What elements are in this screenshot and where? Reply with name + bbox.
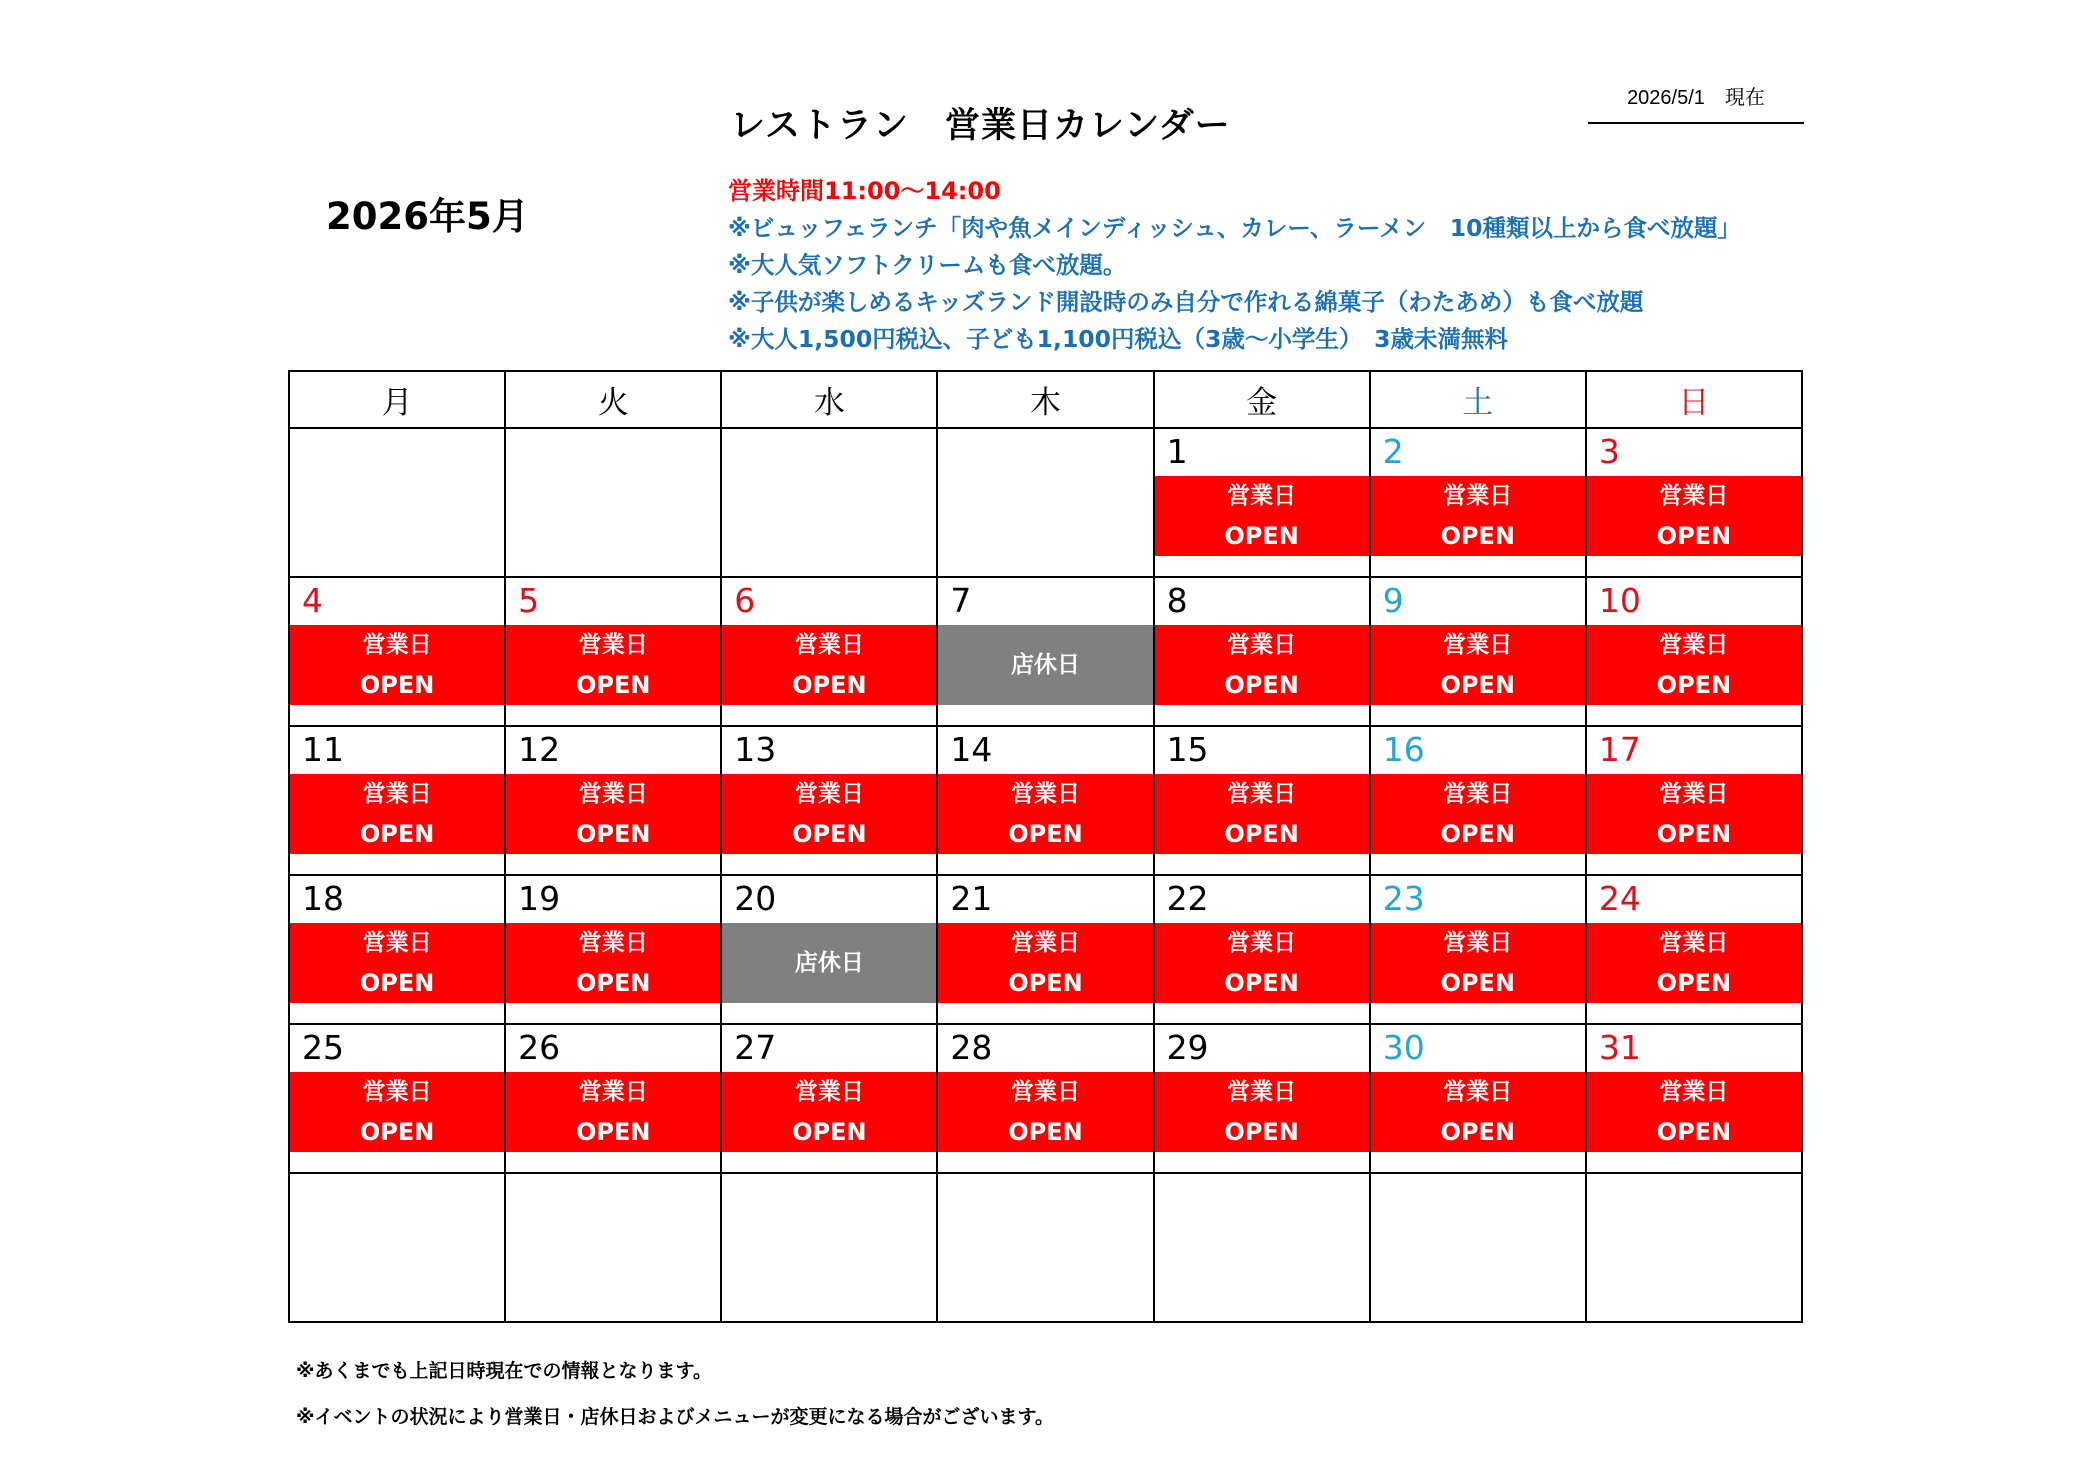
calendar-empty-cell <box>1586 1173 1802 1322</box>
open-badge-english: OPEN <box>359 820 435 848</box>
open-badge <box>1155 476 1369 556</box>
weekday-wed: 水 <box>721 371 937 428</box>
calendar-empty-cell <box>721 1173 937 1322</box>
calendar-day-cell <box>1370 875 1586 1024</box>
day-number: 3 <box>1598 432 1620 471</box>
day-cell-content <box>506 1174 720 1321</box>
day-cell-content <box>1371 578 1585 725</box>
day-cell-content <box>1155 429 1369 576</box>
day-number: 2 <box>1382 432 1404 471</box>
day-cell-content <box>290 578 504 725</box>
day-cell-content <box>1371 1025 1585 1172</box>
day-cell-content <box>722 429 936 576</box>
day-cell-content <box>290 727 504 874</box>
day-number: 21 <box>950 879 993 918</box>
day-number: 25 <box>302 1028 344 1067</box>
open-badge-english: OPEN <box>359 969 435 997</box>
open-badge-label: 営業日 <box>362 781 432 807</box>
day-cell-content <box>722 1174 936 1321</box>
open-badge-english: OPEN <box>359 1118 435 1146</box>
day-cell-content <box>1587 1174 1801 1321</box>
open-badge <box>506 1072 720 1152</box>
day-cell-content <box>506 876 720 1023</box>
calendar-day-cell <box>505 875 721 1024</box>
day-cell-content <box>1587 876 1801 1023</box>
month-label: 2026年5月 <box>326 195 529 238</box>
footer-note-1: ※あくまでも上記日時現在での情報となります。 <box>296 1360 712 1382</box>
open-badge-label: 営業日 <box>1443 483 1513 509</box>
open-badge-label: 営業日 <box>1443 781 1513 807</box>
weekday-tue: 火 <box>505 371 721 428</box>
open-badge <box>938 1072 1152 1152</box>
open-badge-english: OPEN <box>792 1118 867 1146</box>
note-cotton-candy: ※子供が楽しめるキッズランド開設時のみ自分で作れる綿菓子（わたあめ）も食べ放題 <box>728 288 1644 316</box>
calendar-week-row <box>289 428 1802 577</box>
day-cell-content <box>506 1025 720 1172</box>
calendar-day-cell <box>721 726 937 875</box>
open-badge <box>1587 923 1801 1003</box>
calendar-empty-cell <box>289 428 505 577</box>
calendar-day-cell <box>1586 875 1802 1024</box>
calendar-day-cell <box>1154 1024 1370 1173</box>
day-cell-content <box>938 1025 1152 1172</box>
calendar-empty-cell <box>1370 1173 1586 1322</box>
weekday-sun: 日 <box>1586 371 1802 428</box>
open-badge-english: OPEN <box>575 1118 651 1146</box>
open-badge <box>290 625 504 705</box>
day-cell-content <box>290 876 504 1023</box>
day-number: 31 <box>1598 1028 1641 1067</box>
day-cell-content <box>1371 429 1585 576</box>
open-badge <box>1587 476 1801 556</box>
open-badge-label: 営業日 <box>362 1079 432 1105</box>
open-badge <box>1371 625 1585 705</box>
open-badge-english: OPEN <box>1656 820 1732 848</box>
closed-badge: 店休日 <box>722 923 936 1003</box>
open-badge-english: OPEN <box>575 671 651 699</box>
open-badge-label: 営業日 <box>794 632 864 658</box>
open-badge-english: OPEN <box>575 969 651 997</box>
calendar-day-cell <box>721 875 937 1024</box>
open-badge-label: 営業日 <box>794 1079 864 1105</box>
day-cell-content <box>722 727 936 874</box>
day-cell-content <box>1371 876 1585 1023</box>
open-badge-english: OPEN <box>1440 671 1516 699</box>
open-badge <box>1371 923 1585 1003</box>
calendar-day-cell <box>1586 726 1802 875</box>
weekday-sat: 土 <box>1370 371 1586 428</box>
open-badge <box>722 1072 936 1152</box>
day-number: 8 <box>1166 581 1188 620</box>
day-number: 17 <box>1598 730 1641 769</box>
calendar-day-cell <box>1154 428 1370 577</box>
open-badge-label: 営業日 <box>1227 632 1297 658</box>
day-number: 1 <box>1166 432 1188 471</box>
calendar-week-row <box>289 875 1802 1024</box>
day-number: 28 <box>950 1028 993 1067</box>
day-number: 29 <box>1166 1028 1209 1067</box>
day-number: 9 <box>1382 581 1404 620</box>
open-badge <box>938 923 1152 1003</box>
open-badge-label: 営業日 <box>1443 930 1513 956</box>
open-badge-english: OPEN <box>1656 1118 1732 1146</box>
open-badge-english: OPEN <box>792 820 867 848</box>
day-cell-content <box>506 727 720 874</box>
open-badge <box>722 625 936 705</box>
open-badge-label: 営業日 <box>1659 781 1729 807</box>
day-cell-content <box>1371 1174 1585 1321</box>
calendar-week-row <box>289 726 1802 875</box>
day-number: 26 <box>518 1028 561 1067</box>
day-cell-content <box>1587 578 1801 725</box>
open-badge-english: OPEN <box>1224 522 1299 550</box>
open-badge <box>506 625 720 705</box>
weekday-fri: 金 <box>1154 371 1370 428</box>
day-cell-content <box>722 578 936 725</box>
info-block <box>728 174 1828 358</box>
calendar-day-cell <box>1154 726 1370 875</box>
day-cell-content <box>1587 429 1801 576</box>
open-badge-english: OPEN <box>1008 1118 1083 1146</box>
calendar-day-cell <box>721 1024 937 1173</box>
open-badge-label: 営業日 <box>578 930 648 956</box>
open-badge-label: 営業日 <box>1227 930 1297 956</box>
calendar-day-cell <box>505 1024 721 1173</box>
open-badge <box>722 774 936 854</box>
calendar-day-cell <box>1154 875 1370 1024</box>
calendar-day-cell <box>1154 577 1370 726</box>
calendar-day-cell <box>721 577 937 726</box>
open-badge-label: 営業日 <box>1010 1079 1080 1105</box>
day-cell-content <box>938 876 1152 1023</box>
open-badge <box>506 923 720 1003</box>
day-number: 6 <box>734 581 756 620</box>
open-badge <box>1587 1072 1801 1152</box>
open-badge-english: OPEN <box>792 671 867 699</box>
day-cell-content <box>290 1025 504 1172</box>
day-number: 27 <box>734 1028 777 1067</box>
open-badge-label: 営業日 <box>794 781 864 807</box>
calendar-empty-cell <box>505 1173 721 1322</box>
calendar-week-row <box>289 577 1802 726</box>
open-badge-label: 営業日 <box>578 781 648 807</box>
day-cell-content <box>1155 876 1369 1023</box>
day-number: 7 <box>950 581 972 620</box>
day-cell-content <box>1587 1025 1801 1172</box>
open-badge-english: OPEN <box>1224 671 1299 699</box>
calendar-empty-cell <box>505 428 721 577</box>
day-number: 11 <box>302 730 344 769</box>
open-badge-label: 営業日 <box>1443 1079 1513 1105</box>
calendar-empty-cell <box>721 428 937 577</box>
as-of-date: 2026/5/1 現在 <box>1588 84 1804 124</box>
day-cell-content <box>1155 578 1369 725</box>
open-badge-english: OPEN <box>1440 1118 1516 1146</box>
open-badge <box>1587 625 1801 705</box>
open-badge-english: OPEN <box>1224 820 1299 848</box>
calendar-day-cell <box>1370 428 1586 577</box>
open-badge-label: 営業日 <box>1227 483 1297 509</box>
calendar-day-cell <box>289 875 505 1024</box>
footer-note-2: ※イベントの状況により営業日・店休日およびメニューが変更になる場合がございます。 <box>296 1406 1054 1428</box>
calendar-day-cell <box>937 875 1153 1024</box>
open-badge-label: 営業日 <box>1227 781 1297 807</box>
open-badge <box>290 923 504 1003</box>
closed-badge: 店休日 <box>938 625 1152 705</box>
weekday-header-row <box>289 371 1802 428</box>
day-number: 14 <box>950 730 993 769</box>
open-badge-label: 営業日 <box>578 632 648 658</box>
calendar-empty-cell <box>289 1173 505 1322</box>
day-cell-content <box>938 1174 1152 1321</box>
open-badge-label: 営業日 <box>1659 483 1729 509</box>
open-badge <box>938 774 1152 854</box>
business-hours: 営業時間11:00～14:00 <box>728 177 1001 205</box>
open-badge-english: OPEN <box>1008 969 1083 997</box>
open-badge <box>1587 774 1801 854</box>
day-cell-content <box>290 1174 504 1321</box>
open-badge-english: OPEN <box>1440 969 1516 997</box>
day-cell-content <box>938 727 1152 874</box>
calendar-day-cell <box>289 1024 505 1173</box>
note-buffet: ※ビュッフェランチ「肉や魚メインディッシュ、カレー、ラーメン 10種類以上から食べ放題」 <box>728 214 1741 242</box>
calendar-day-cell <box>1586 1024 1802 1173</box>
day-cell-content <box>722 876 936 1023</box>
open-badge-english: OPEN <box>1656 522 1732 550</box>
day-number: 15 <box>1166 730 1209 769</box>
calendar-week-row <box>289 1173 1802 1322</box>
day-number: 22 <box>1166 879 1209 918</box>
open-badge <box>1155 774 1369 854</box>
open-badge <box>1371 774 1585 854</box>
open-badge <box>1155 1072 1369 1152</box>
day-cell-content <box>938 578 1152 725</box>
day-cell-content <box>506 578 720 725</box>
weekday-thu: 木 <box>937 371 1153 428</box>
open-badge-english: OPEN <box>1440 522 1516 550</box>
open-badge-english: OPEN <box>1224 969 1299 997</box>
day-number: 4 <box>302 581 323 620</box>
open-badge-english: OPEN <box>1008 820 1083 848</box>
day-cell-content <box>722 1025 936 1172</box>
open-badge-label: 営業日 <box>1659 1079 1729 1105</box>
day-cell-content <box>1587 727 1801 874</box>
calendar-day-cell <box>937 577 1153 726</box>
day-cell-content <box>938 429 1152 576</box>
day-number: 12 <box>518 730 561 769</box>
weekday-mon: 月 <box>289 371 505 428</box>
calendar-empty-cell <box>937 428 1153 577</box>
open-badge-label: 営業日 <box>1659 632 1729 658</box>
open-badge-label: 営業日 <box>362 632 432 658</box>
day-number: 5 <box>518 581 540 620</box>
calendar-day-cell <box>1370 726 1586 875</box>
open-badge <box>1371 1072 1585 1152</box>
day-number: 10 <box>1598 581 1641 620</box>
calendar-day-cell <box>1370 577 1586 726</box>
note-price: ※大人1,500円税込、子ども1,100円税込（3歳～小学生） 3歳未満無料 <box>728 325 1508 353</box>
day-number: 19 <box>518 879 561 918</box>
open-badge-label: 営業日 <box>1227 1079 1297 1105</box>
day-number: 18 <box>302 879 344 918</box>
open-badge-english: OPEN <box>359 671 435 699</box>
calendar-empty-cell <box>1154 1173 1370 1322</box>
open-badge <box>290 774 504 854</box>
open-badge <box>506 774 720 854</box>
open-badge-label: 営業日 <box>1659 930 1729 956</box>
day-cell-content <box>290 429 504 576</box>
calendar-day-cell <box>1586 577 1802 726</box>
calendar-day-cell <box>505 726 721 875</box>
open-badge-english: OPEN <box>575 820 651 848</box>
calendar-week-row <box>289 1024 1802 1173</box>
open-badge-english: OPEN <box>1224 1118 1299 1146</box>
open-badge-label: 営業日 <box>1010 930 1080 956</box>
open-badge <box>1155 923 1369 1003</box>
day-cell-content <box>1155 1025 1369 1172</box>
open-badge-english: OPEN <box>1440 820 1516 848</box>
day-cell-content <box>1155 1174 1369 1321</box>
day-number: 30 <box>1382 1028 1425 1067</box>
open-badge <box>1155 625 1369 705</box>
calendar-day-cell <box>289 726 505 875</box>
day-number: 16 <box>1382 730 1425 769</box>
open-badge <box>290 1072 504 1152</box>
open-badge-label: 営業日 <box>578 1079 648 1105</box>
day-cell-content <box>1371 727 1585 874</box>
open-badge <box>1371 476 1585 556</box>
open-badge-label: 営業日 <box>1010 781 1080 807</box>
open-badge-label: 営業日 <box>362 930 432 956</box>
open-badge-label: 営業日 <box>1443 632 1513 658</box>
page-title: レストラン 営業日カレンダー <box>730 106 1231 146</box>
calendar-day-cell <box>937 1024 1153 1173</box>
open-badge-english: OPEN <box>1656 671 1732 699</box>
calendar-day-cell <box>289 577 505 726</box>
calendar-day-cell <box>937 726 1153 875</box>
calendar-day-cell <box>1586 428 1802 577</box>
day-number: 23 <box>1382 879 1425 918</box>
day-number: 20 <box>734 879 777 918</box>
open-badge-english: OPEN <box>1656 969 1732 997</box>
note-softcream: ※大人気ソフトクリームも食べ放題。 <box>728 251 1127 279</box>
calendar-grid <box>288 370 1803 1323</box>
calendar-day-cell <box>1370 1024 1586 1173</box>
day-number: 24 <box>1598 879 1641 918</box>
calendar-body <box>289 428 1802 1322</box>
calendar-empty-cell <box>937 1173 1153 1322</box>
day-cell-content <box>506 429 720 576</box>
calendar-day-cell <box>505 577 721 726</box>
day-cell-content <box>1155 727 1369 874</box>
day-number: 13 <box>734 730 777 769</box>
